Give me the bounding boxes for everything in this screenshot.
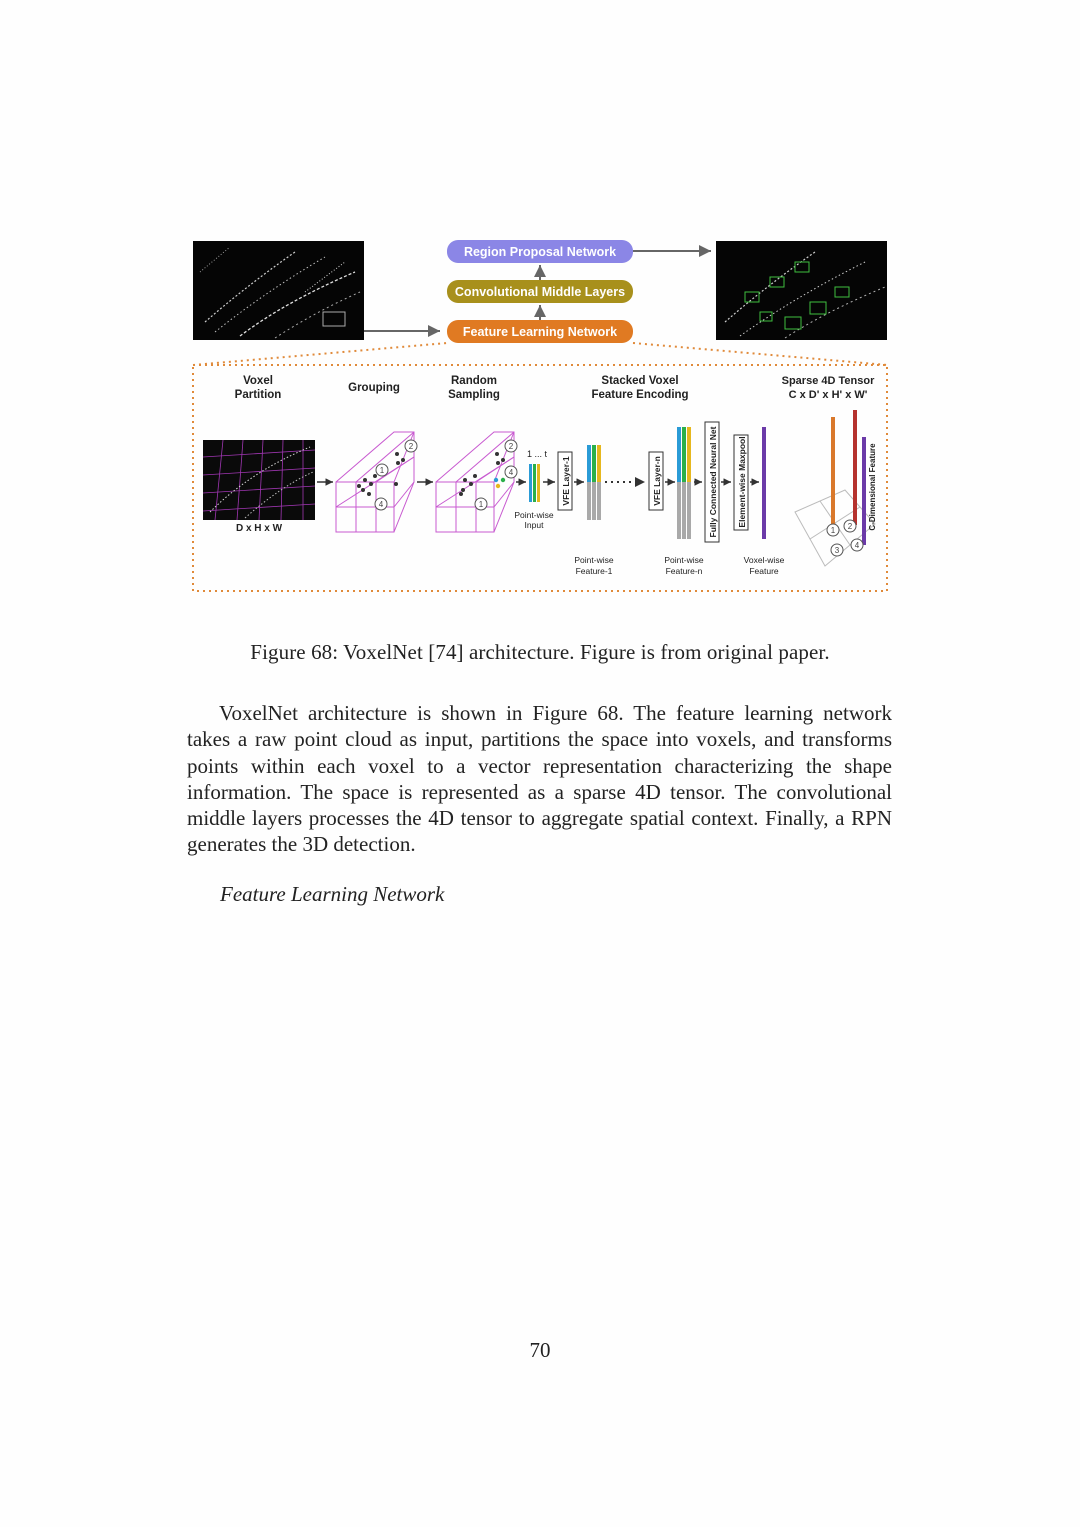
voxelwise-feature-label-2: Feature [749, 566, 779, 576]
stage-sparse-tensor-label: Sparse 4D Tensor [781, 375, 875, 387]
output-detection-image [716, 241, 887, 340]
voxel-number-1-grouping: 1 [379, 466, 385, 475]
stage-sampling-label: Sampling [448, 389, 500, 401]
voxelwise-feature-bar [762, 427, 766, 539]
voxelnet-figure [185, 232, 895, 602]
sampled-point-blue [494, 478, 498, 482]
voxel-number-2-grouping: 2 [408, 442, 414, 451]
elementwise-maxpool-label: Element-wise Maxpool [737, 436, 747, 528]
input-point-cloud-image [193, 241, 364, 340]
page-number: 70 [529, 1338, 551, 1362]
voxel-number-3-tensor: 3 [834, 546, 840, 555]
expansion-line-right [633, 343, 887, 365]
voxelwise-feature-label-1: Voxel-wise [743, 555, 785, 565]
voxel-partition-image [203, 440, 315, 520]
stage-voxel-label: Voxel [243, 375, 273, 387]
grouping-voxel-grid [336, 432, 414, 532]
c-dim-feature-label: C-Dimensional Feature [868, 443, 877, 531]
voxel-number-1-tensor: 1 [830, 526, 836, 535]
stage-random-label: Random [451, 375, 497, 387]
pointwise-input-label-2: Input [524, 520, 544, 530]
sampled-point-yellow [496, 484, 500, 488]
vfe-layer-1-label: VFE Layer-1 [561, 456, 571, 506]
pointwise-feature-n-label-1: Point-wise [664, 555, 704, 565]
pointwise-input-bars [529, 464, 540, 502]
figure-caption: Figure 68: VoxelNet [74] architecture. Figure is from original paper. [250, 640, 830, 664]
voxel-number-2-tensor: 2 [847, 522, 853, 531]
dhw-label: D x H x W [235, 523, 283, 534]
pointwise-feature-n-bars [677, 427, 691, 539]
voxel-number-4-grouping: 4 [378, 500, 384, 509]
voxel-number-1-sampling: 1 [478, 500, 484, 509]
pointwise-feature-1-bars [587, 445, 601, 520]
fully-connected-net-label: Fully Connected Neural Net [708, 426, 718, 538]
body-paragraph: VoxelNet architecture is shown in Figure 68. The feature learning network takes a raw point cloud as input, partitions the space into voxels, and transforms points within each voxel to a vector representation characterizing the shape information. The space is represented as a sparse 4D tensor. The convolutional middle layers processes the 4D tensor to aggregate spatial context. Finally, a RPN generates the 3D detection. [187, 701, 892, 857]
voxel-number-4-tensor: 4 [854, 541, 860, 550]
voxel-number-2-sampling: 2 [508, 442, 514, 451]
c-dim-feature-bar-purple [862, 437, 866, 545]
section-subheading: Feature Learning Network [220, 882, 445, 906]
feature-learning-network-label: Feature Learning Network [462, 325, 618, 339]
pointwise-feature-1-label-1: Point-wise [574, 555, 614, 565]
one-to-t-label: 1 ... t [526, 449, 548, 459]
pointwise-input-label-1: Point-wise [514, 510, 554, 520]
stage-stacked-voxel-label: Stacked Voxel [601, 375, 679, 387]
c-dim-feature-bar-red [853, 410, 857, 525]
expansion-line-left [193, 343, 447, 365]
pointwise-feature-n-label-2: Feature-n [665, 566, 703, 576]
stage-tensor-shape-label: C x D' x H' x W' [788, 389, 868, 401]
stage-grouping-label: Grouping [348, 382, 400, 394]
voxel-number-4-sampling: 4 [508, 468, 514, 477]
stage-partition-label: Partition [234, 389, 282, 401]
stage-feature-encoding-label: Feature Encoding [591, 389, 689, 401]
pointwise-feature-1-label-2: Feature-1 [575, 566, 613, 576]
convolutional-middle-layers-label: Convolutional Middle Layers [454, 285, 626, 299]
c-dim-feature-bar-orange [831, 417, 835, 527]
region-proposal-network-label: Region Proposal Network [463, 245, 617, 259]
sampled-point-green [501, 478, 505, 482]
voxelnet-architecture-diagram [185, 232, 895, 602]
vfe-layer-n-label: VFE Layer-n [652, 456, 662, 506]
